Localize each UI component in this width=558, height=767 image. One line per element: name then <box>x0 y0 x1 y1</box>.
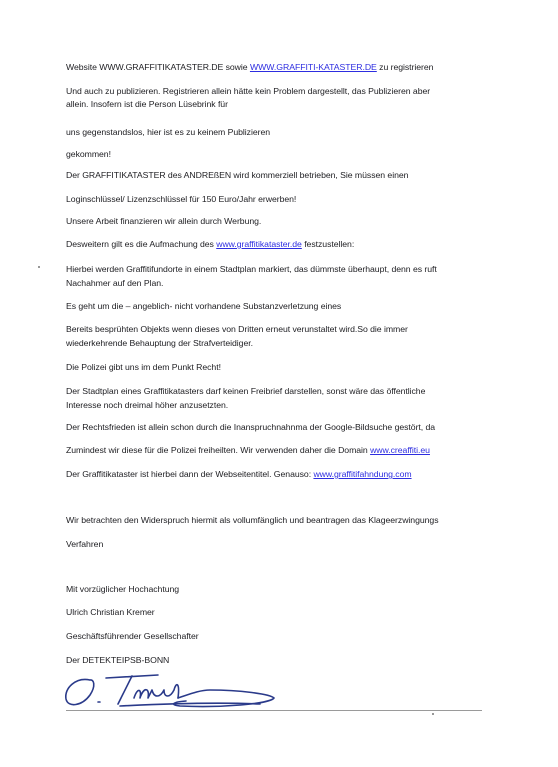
signature-line <box>66 710 482 711</box>
line-text: gekommen! <box>66 149 111 159</box>
letter-line <box>66 276 536 290</box>
line-text: uns gegenstandslos, hier ist es zu keinem Publizieren <box>66 127 271 137</box>
line-text: Verfahren <box>66 539 104 549</box>
line-text: Bereits besprühten Objekts wenn dieses von Dritten erneut verunstaltet wird.So die immer <box>66 324 408 334</box>
letter-line <box>66 214 536 228</box>
line-text: Unsere Arbeit finanzieren wir allein durch Werbung. <box>66 216 262 226</box>
line-text: Desweitern gilt es die Aufmachung des <box>66 239 217 249</box>
line-text: Ulrich Christian Kremer <box>66 607 155 617</box>
letter-line <box>66 360 536 374</box>
line-text: Die Polizei gibt uns im dem Punkt Recht! <box>66 362 221 372</box>
line-text: allein. Insofern ist die Person Lüsebrink für <box>66 99 228 109</box>
scan-speck <box>432 713 434 715</box>
letter-line <box>66 192 536 206</box>
letter-line <box>66 398 536 412</box>
line-text: Nachahmer auf den Plan. <box>66 278 164 288</box>
line-text: Und auch zu publizieren. Registrieren allein hätte kein Problem dargestellt, das Publizieren aber <box>66 86 431 96</box>
letter-line <box>66 147 536 161</box>
line-text: Zumindest wir diese für die Polizei freiheilten. Wir verwenden daher die Domain <box>66 445 371 455</box>
line-text: Website WWW.GRAFFITIKATASTER.DE sowie <box>66 62 250 72</box>
letter-line <box>66 97 536 111</box>
line-text: Der DETEKTEIPSB-BONN <box>66 655 170 665</box>
letter-line <box>66 513 536 527</box>
line-text: Geschäftsführender Gesellschafter <box>66 631 199 641</box>
line-text: Mit vorzüglicher Hochachtung <box>66 584 180 594</box>
letter-line <box>66 168 536 182</box>
line-text: festzustellen: <box>301 239 355 249</box>
letter-line <box>66 384 536 398</box>
letter-line <box>66 653 536 667</box>
line-text: Wir betrachten den Widerspruch hiermit als vollumfänglich und beantragen das Klageerzwingungs <box>66 515 439 525</box>
letter-line <box>66 299 536 313</box>
letter-line <box>66 322 536 336</box>
website-link[interactable]: www.graffitifahndung.com <box>313 469 412 479</box>
letter-line <box>66 336 536 350</box>
line-text: Der Graffitikataster ist hierbei dann der Webseitentitel. Genauso: <box>66 469 314 479</box>
line-text: wiederkehrende Behauptung der Strafverteidiger. <box>66 338 253 348</box>
handwritten-signature <box>60 668 290 712</box>
website-link[interactable]: www.graffitikataster.de <box>216 239 302 249</box>
letter-line <box>66 262 536 276</box>
line-text: Der Rechtsfrieden ist allein schon durch die Inanspruchnahnma der Google-Bildsuche gestört, da <box>66 422 436 432</box>
website-link[interactable]: www.creaffiti.eu <box>370 445 430 455</box>
line-text: zu registrieren <box>376 62 434 72</box>
letter-line[interactable] <box>66 443 536 457</box>
letter-line[interactable] <box>66 237 536 251</box>
line-text: Loginschlüssel/ Lizenzschlüssel für 150 Euro/Jahr erwerben! <box>66 194 297 204</box>
line-text: Es geht um die – angeblich- nicht vorhandene Substanzverletzung eines <box>66 301 342 311</box>
letter-line <box>66 537 536 551</box>
letter-line <box>66 420 536 434</box>
letter-line[interactable] <box>66 467 536 481</box>
line-text: Der Stadtplan eines Graffitikatasters darf keinen Freibrief darstellen, sonst wäre das öffentliche <box>66 386 426 396</box>
letter-line <box>66 582 536 596</box>
letter-line[interactable] <box>66 60 536 74</box>
letter-line <box>66 629 536 643</box>
letter-line <box>66 605 536 619</box>
line-text: Der GRAFFITIKATASTER des ANDREßEN wird kommerziell betrieben, Sie müssen einen <box>66 170 409 180</box>
scan-speck <box>38 266 40 268</box>
line-text: Hierbei werden Graffitifundorte in einem Stadtplan markiert, das dümmste überhaupt, denn es ruft <box>66 264 437 274</box>
line-text: Interesse noch dreimal höher anzusetzten. <box>66 400 229 410</box>
website-link[interactable]: WWW.GRAFFITI-KATASTER.DE <box>249 62 377 72</box>
letter-line <box>66 84 536 98</box>
letter-line <box>66 125 536 139</box>
